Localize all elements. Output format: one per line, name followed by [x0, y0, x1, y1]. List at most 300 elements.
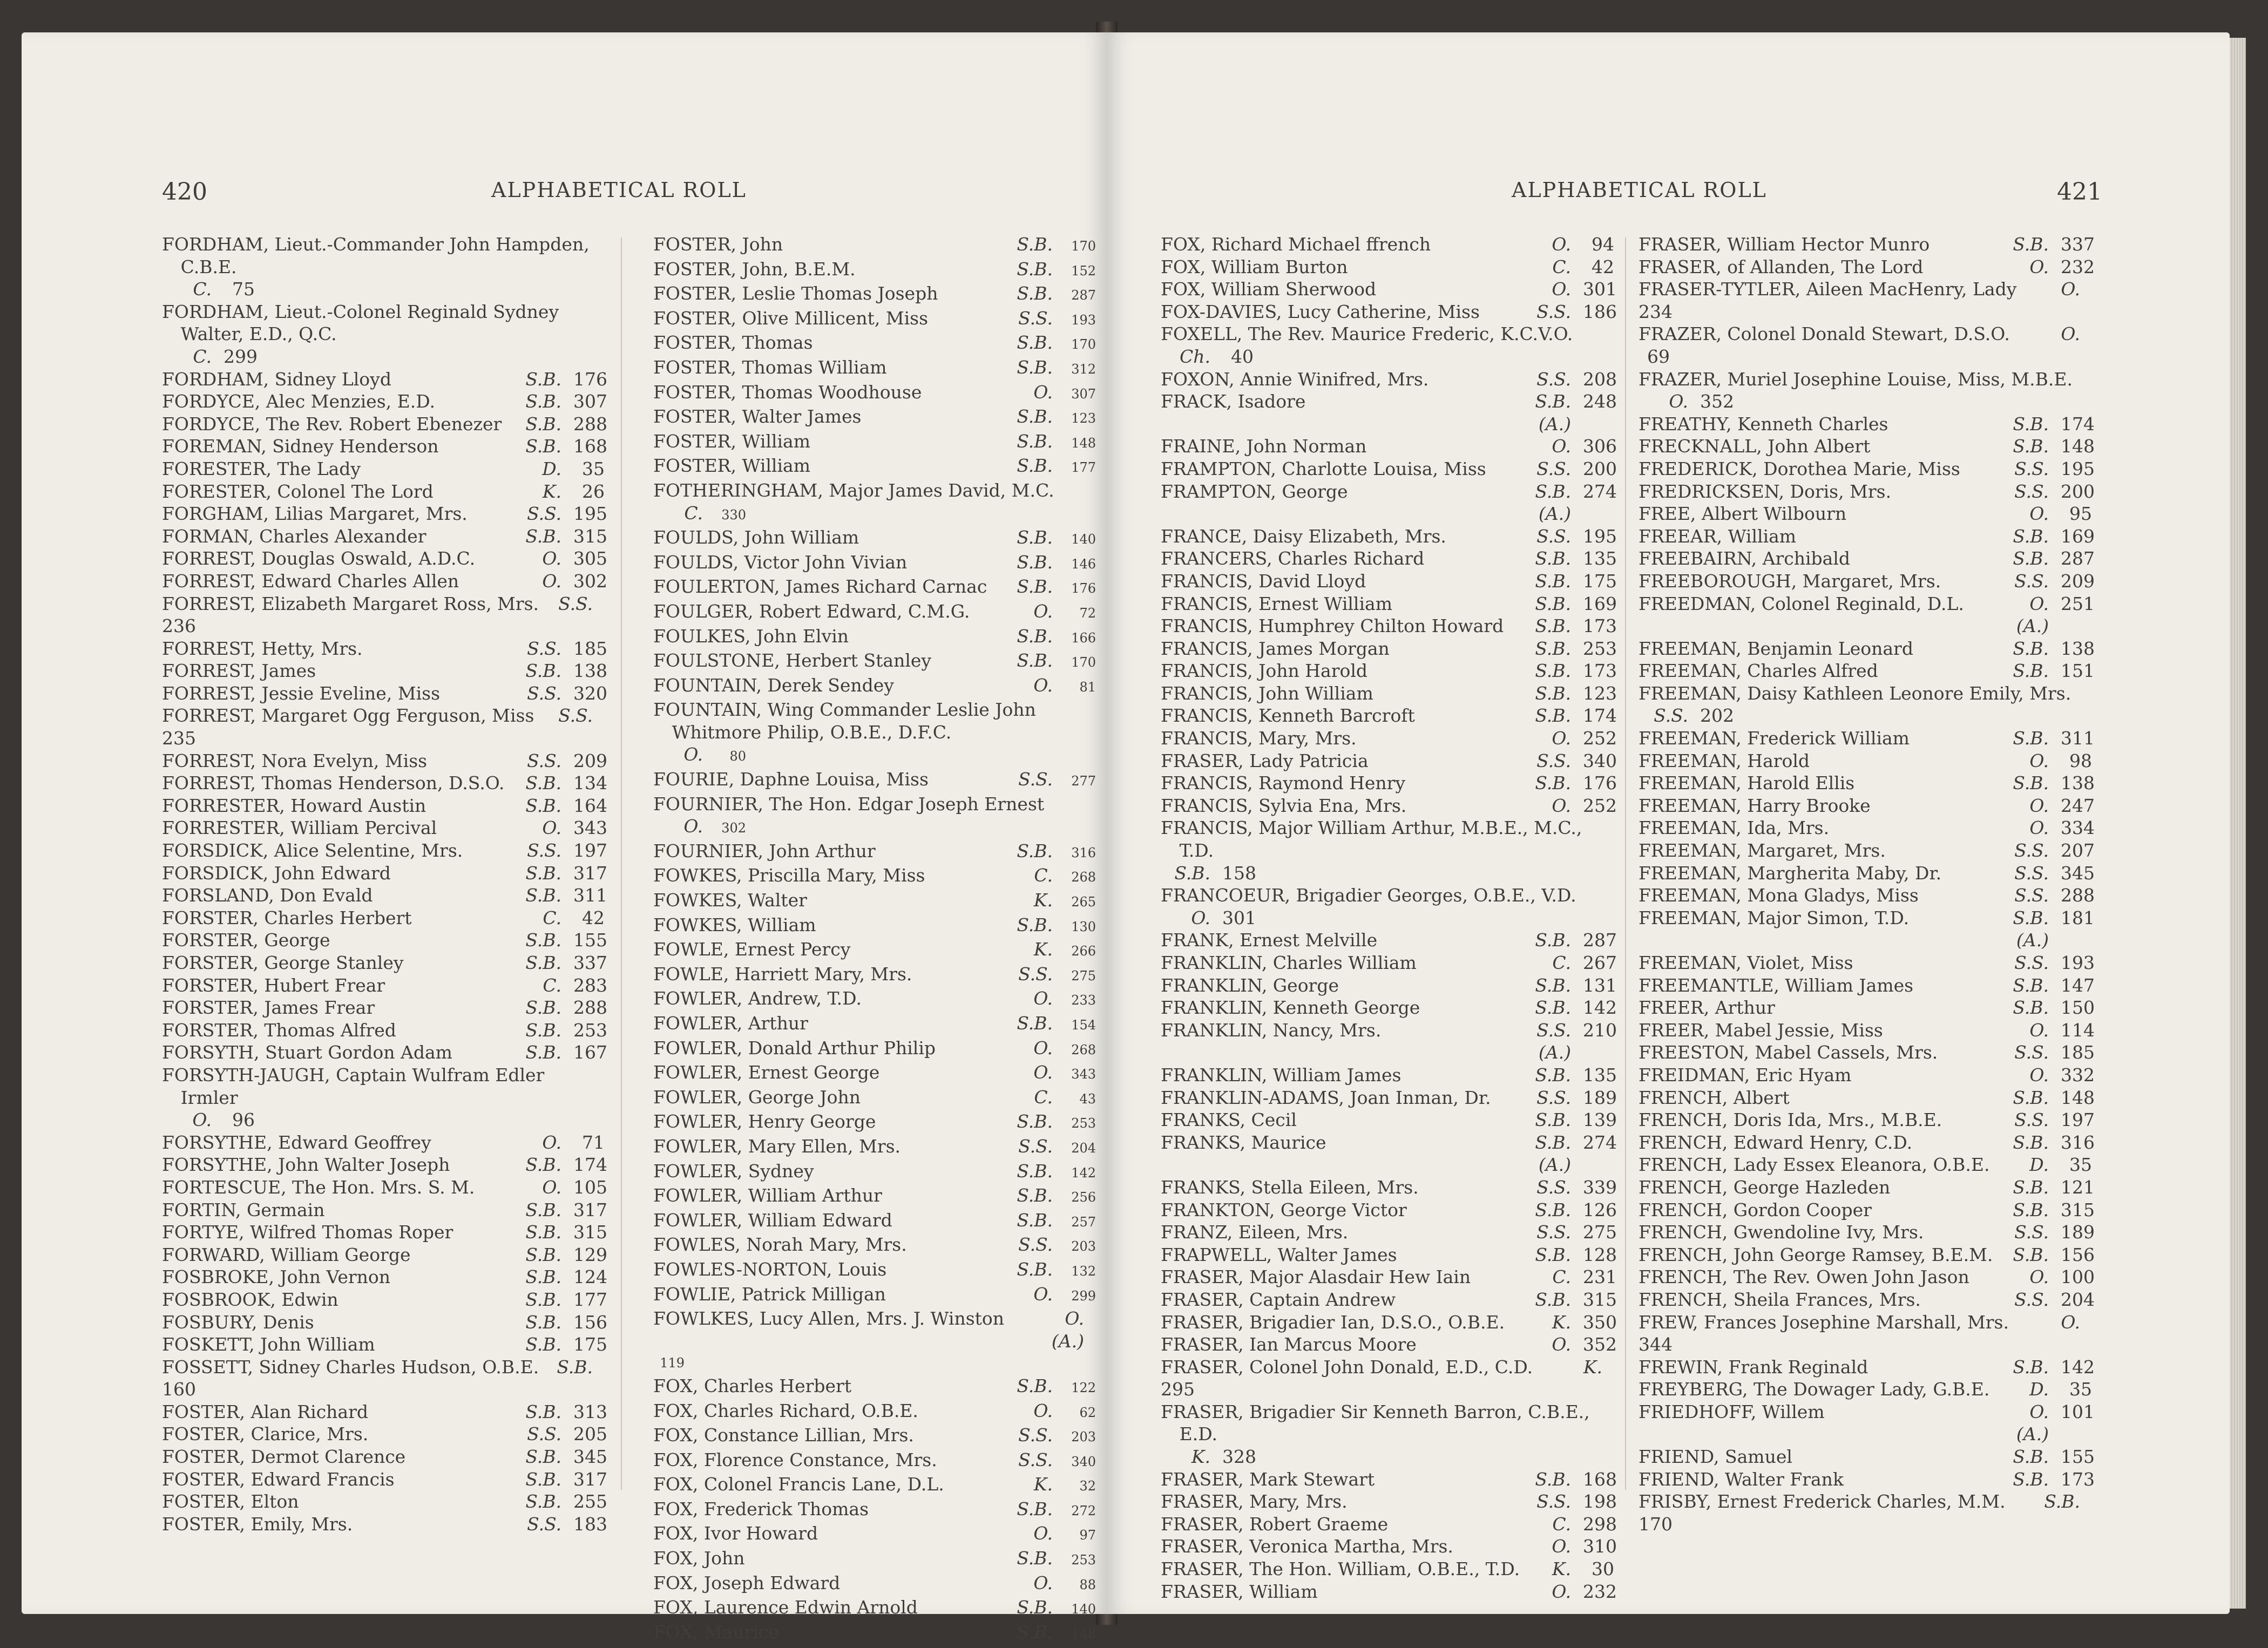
entry-class: S.B.	[2013, 548, 2049, 569]
entry-page: 169	[2061, 525, 2095, 547]
entry-class: S.B.	[525, 1311, 561, 1333]
roll-entry	[653, 430, 1096, 455]
entry-name: FRENCH, Albert	[1639, 1087, 1790, 1108]
roll-entry	[1639, 1041, 2095, 1064]
entry-page: 345	[2061, 862, 2095, 884]
entry-name: FOSTER, Thomas	[653, 332, 813, 354]
entry-class: S.S.	[2014, 840, 2049, 862]
entry-name: FOWLER, Sydney	[653, 1160, 814, 1182]
entry-class: S.B.	[2013, 1087, 2049, 1108]
entry-class: S.S.	[2014, 458, 2049, 479]
entry-page: 30	[1592, 1558, 1614, 1580]
entry-name: FORRESTER, Howard Austin	[162, 795, 426, 816]
entry-class: S.S.	[1536, 1087, 1571, 1108]
entry-class: S.B.	[1017, 1258, 1053, 1280]
entry-class: S.B.	[1535, 930, 1571, 951]
entry-class: O.	[1033, 600, 1053, 622]
entry-page: 302	[573, 570, 607, 592]
entry-page: 122	[1071, 1380, 1096, 1395]
entry-page: 126	[1583, 1199, 1617, 1220]
entry-page: 247	[2061, 795, 2095, 816]
roll-entry	[653, 1061, 1096, 1086]
entry-class: S.B.	[525, 1491, 561, 1513]
entry-name: FORTESCUE, The Hon. Mrs. S. M.	[162, 1176, 475, 1198]
roll-entry	[1161, 1311, 1617, 1334]
entry-page: 352	[1700, 391, 1734, 412]
roll-entry	[1161, 615, 1617, 638]
entry-class: O.	[542, 1176, 561, 1198]
entry-class: S.B.	[525, 930, 561, 951]
entry-page: 268	[1071, 1042, 1096, 1057]
entry-class: S.B.	[557, 1356, 593, 1378]
entry-class: O.	[2061, 1311, 2080, 1333]
entry-page: 315	[1583, 1288, 1617, 1310]
entry-class: S.B.	[1174, 862, 1210, 884]
roll-entry	[162, 1401, 605, 1423]
roll-entry	[653, 1572, 1096, 1597]
roll-entry	[1161, 727, 1617, 750]
entry-page: 198	[1583, 1491, 1617, 1513]
entry-name: FOWLIE, Patrick Milligan	[653, 1283, 886, 1305]
entry-name: FREEBAIRN, Archibald	[1639, 548, 1851, 569]
entry-page: 95	[2069, 503, 2092, 525]
entry-page: 128	[1583, 1244, 1617, 1265]
roll-entry	[1639, 1019, 2095, 1042]
entry-class: S.B.	[2013, 1131, 2049, 1153]
entry-class: S.B.	[1017, 430, 1053, 452]
entry-page: 160	[162, 1379, 196, 1400]
right-page	[1107, 32, 2230, 1614]
entry-class: S.B.	[525, 1222, 561, 1243]
entry-page: 100	[2061, 1266, 2095, 1288]
entry-name: FREEMAN, Mona Gladys, Miss	[1639, 885, 1919, 906]
entry-page: 174	[1583, 705, 1617, 727]
roll-entry	[1639, 1288, 2095, 1311]
roll-entry	[162, 884, 605, 907]
entry-name: FRANCIS, John William	[1161, 682, 1373, 704]
roll-entry	[162, 1019, 605, 1042]
entry-class: S.S.	[527, 840, 561, 862]
entry-name: FRANKLIN, Charles William	[1161, 952, 1417, 973]
roll-entry	[653, 864, 1096, 889]
entry-name: FORDYCE, Alec Menzies, E.D.	[162, 391, 435, 412]
entry-page: 272	[1071, 1503, 1096, 1518]
entry-name: FORTYE, Wilfred Thomas Roper	[162, 1222, 453, 1243]
roll-entry	[653, 1400, 1096, 1425]
entry-name: FRASER, William	[1161, 1581, 1318, 1602]
entry-page: 315	[2061, 1199, 2095, 1220]
entry-page: 94	[1592, 234, 1614, 255]
entry-class: S.B.	[1017, 1548, 1053, 1569]
roll-entry	[1639, 1266, 2095, 1288]
entry-class: S.B.	[2013, 1468, 2049, 1490]
entry-page: 200	[1583, 458, 1617, 479]
entry-name: FREEMAN, Frederick William	[1639, 728, 1910, 749]
entry-name: FRANCIS, Raymond Henry	[1161, 772, 1406, 794]
roll-entry	[1639, 682, 2092, 727]
entry-name: FOX, John	[653, 1548, 745, 1569]
entry-name: FOSTER, Dermot Clarence	[162, 1446, 406, 1468]
entry-page: 232	[1583, 1581, 1617, 1602]
roll-entry	[653, 233, 1096, 258]
entry-class: S.B.	[1017, 356, 1053, 378]
entry-class: S.S.	[2014, 1109, 2049, 1131]
entry-page: 156	[2061, 1244, 2095, 1265]
entry-name: FORRESTER, William Percival	[162, 817, 437, 839]
roll-entry	[653, 938, 1096, 963]
entry-name: FORSYTHE, John Walter Joseph	[162, 1154, 450, 1176]
entry-page: 288	[573, 413, 607, 435]
entry-name: FOX, Maurice	[653, 1621, 779, 1643]
roll-entry	[162, 974, 605, 997]
roll-entry	[653, 987, 1096, 1012]
roll-entry	[1639, 974, 2095, 997]
entry-class: S.B.	[1535, 1468, 1571, 1490]
entry-page: 174	[2061, 413, 2095, 435]
entry-class: C.	[543, 974, 561, 996]
entry-name: FRISBY, Ernest Frederick Charles, M.M.	[1639, 1491, 2006, 1513]
entry-class: C.	[1552, 952, 1571, 973]
roll-entry	[1639, 1176, 2095, 1199]
roll-entry	[162, 1244, 605, 1266]
roll-entry	[653, 963, 1096, 988]
entry-page: 340	[1583, 750, 1617, 771]
entry-class: S.B.	[2013, 728, 2049, 749]
entry-name: FREEDMAN, Colonel Reginald, D.L.	[1639, 593, 1964, 614]
entry-page: 135	[1583, 548, 1617, 569]
entry-name: FOSTER, William	[653, 455, 811, 477]
entry-name: FOWLER, Mary Ellen, Mrs.	[653, 1135, 901, 1157]
entry-name: FOSBURY, Denis	[162, 1311, 314, 1333]
roll-entry	[653, 1424, 1096, 1449]
entry-class: S.S.	[1018, 1234, 1053, 1256]
entry-page: 26	[582, 480, 605, 502]
entry-class: S.S.	[2014, 885, 2049, 906]
roll-entry	[653, 356, 1096, 381]
roll-entry	[1161, 1176, 1617, 1199]
entry-name: FORSLAND, Don Evald	[162, 885, 373, 906]
entry-class: S.S.	[1536, 1222, 1571, 1243]
entry-name: FOX, Richard Michael ffrench	[1161, 234, 1431, 255]
entry-name: FRANCIS, John Harold	[1161, 660, 1368, 682]
entry-name: FORREST, Nora Evelyn, Miss	[162, 750, 428, 771]
entry-page: 253	[1071, 1116, 1096, 1131]
entry-page: 183	[573, 1513, 607, 1535]
entry-name: FRASER, Mary, Mrs.	[1161, 1491, 1348, 1513]
roll-entry	[1639, 323, 2092, 368]
column-3	[1161, 233, 1617, 1603]
entry-name: FOULGER, Robert Edward, C.M.G.	[653, 600, 970, 622]
entry-class: O.	[2029, 1064, 2049, 1086]
entry-name: FORREST, Thomas Henderson, D.S.O.	[162, 772, 505, 794]
roll-entry	[162, 1356, 605, 1401]
roll-entry	[1639, 839, 2095, 862]
roll-entry	[162, 480, 605, 503]
entry-class: K.	[1033, 890, 1053, 911]
roll-entry	[1161, 1199, 1617, 1222]
roll-entry	[653, 1258, 1096, 1283]
entry-name: FOX, Charles Richard, O.B.E.	[653, 1400, 918, 1421]
entry-page: 195	[573, 503, 607, 525]
entry-page: 105	[573, 1176, 607, 1198]
roll-entry	[1639, 1154, 2092, 1176]
entry-name: FOWLE, Harriett Mary, Mrs.	[653, 963, 912, 985]
entry-name: FRANCERS, Charles Richard	[1161, 548, 1425, 569]
roll-entry	[162, 525, 605, 548]
entry-page: 343	[573, 817, 607, 839]
entry-page: 156	[573, 1311, 607, 1333]
entry-name: FREESTON, Mabel Cassels, Mrs.	[1639, 1042, 1938, 1063]
entry-name: FREEMAN, Major Simon, T.D.	[1639, 907, 1910, 928]
entry-page: 317	[573, 1468, 607, 1490]
entry-name: FOSSETT, Sidney Charles Hudson, O.B.E.	[162, 1356, 539, 1378]
roll-entry	[1639, 503, 2092, 525]
entry-page: 233	[1071, 993, 1096, 1008]
entry-page: 235	[162, 728, 196, 749]
roll-entry	[1639, 233, 2095, 256]
entry-name: FRENCH, Lady Essex Eleanora, O.B.E.	[1639, 1154, 1990, 1176]
roll-entry	[653, 575, 1096, 600]
entry-name: FRASER, Brigadier Sir Kenneth Barron, C.B.E., E.D.	[1161, 1401, 1590, 1445]
entry-name: FOSTER, Edward Francis	[162, 1468, 395, 1490]
entry-class: S.B.	[1017, 1498, 1053, 1520]
roll-entry	[1161, 884, 1614, 929]
entry-class: O.	[1033, 988, 1053, 1009]
entry-page: 307	[1071, 386, 1096, 402]
roll-entry	[1161, 1109, 1617, 1131]
entry-class: O.	[542, 570, 561, 592]
entry-page: 275	[1071, 968, 1096, 984]
entry-page: 189	[1583, 1087, 1617, 1108]
entry-class: S.B.	[525, 1154, 561, 1176]
entry-name: FOSTER, Alan Richard	[162, 1401, 368, 1422]
left-running-head: ALPHABETICAL ROLL	[491, 178, 747, 202]
entry-class: S.B.	[1535, 682, 1571, 704]
entry-name: FOULKES, John Elvin	[653, 625, 849, 647]
entry-name: FOSTER, John, B.E.M.	[653, 258, 856, 280]
roll-entry	[162, 570, 605, 593]
entry-class: S.B.	[2013, 974, 2049, 996]
entry-class: S.B.	[1017, 527, 1053, 548]
entry-class: S.B.	[1017, 406, 1053, 428]
entry-class: S.B.	[1017, 576, 1053, 598]
roll-entry	[162, 368, 605, 391]
roll-entry	[1161, 750, 1617, 772]
entry-page: 352	[1583, 1334, 1617, 1355]
entry-page: 168	[1583, 1468, 1617, 1490]
roll-entry	[1161, 1581, 1617, 1603]
entry-class: S.B.	[2013, 1244, 2049, 1265]
entry-class: S.B.	[1535, 638, 1571, 659]
entry-class: O.	[2029, 256, 2049, 277]
roll-entry	[1639, 727, 2095, 750]
entry-page: 350	[1583, 1311, 1617, 1333]
entry-name: FRECKNALL, John Albert	[1639, 436, 1871, 457]
roll-entry	[1639, 480, 2095, 503]
roll-entry	[1639, 278, 2092, 323]
entry-page: 287	[1071, 288, 1096, 303]
entry-page: 307	[573, 391, 607, 412]
roll-entry	[1639, 772, 2095, 795]
entry-name: FRANCIS, Mary, Mrs.	[1161, 728, 1357, 749]
entry-name: FREYBERG, The Dowager Lady, G.B.E.	[1639, 1379, 1990, 1400]
entry-name: FORSTER, Thomas Alfred	[162, 1019, 396, 1041]
entry-page: 231	[1583, 1266, 1617, 1288]
entry-page: 114	[2061, 1019, 2095, 1041]
entry-page: 124	[573, 1266, 607, 1288]
roll-entry	[162, 862, 605, 885]
entry-page: 170	[1071, 239, 1096, 254]
roll-entry	[1161, 301, 1617, 323]
entry-page: 232	[2061, 256, 2095, 277]
entry-class: S.B.	[1017, 840, 1053, 862]
roll-entry	[162, 660, 605, 682]
roll-entry	[1161, 480, 1617, 525]
roll-entry	[1639, 817, 2095, 839]
entry-page: 155	[573, 930, 607, 951]
entry-page: 173	[1583, 615, 1617, 637]
roll-entry	[1639, 413, 2095, 436]
roll-entry	[162, 1423, 605, 1446]
entry-class: S.B.	[1535, 1064, 1571, 1086]
entry-name: FORREST, James	[162, 660, 316, 682]
entry-name: FRASER, Ian Marcus Moore	[1161, 1334, 1417, 1355]
entry-name: FRENCH, The Rev. Owen John Jason	[1639, 1266, 1969, 1288]
entry-class: S.B.	[525, 885, 561, 906]
entry-page: 138	[573, 660, 607, 682]
entry-page: 134	[573, 772, 607, 794]
entry-page: 197	[573, 840, 607, 862]
roll-entry	[162, 704, 605, 749]
roll-entry	[653, 1086, 1096, 1111]
roll-entry	[653, 840, 1096, 865]
entry-name: FOSBROKE, John Vernon	[162, 1266, 391, 1288]
entry-name: FRANCIS, David Lloyd	[1161, 570, 1366, 592]
roll-entry	[1639, 458, 2095, 480]
entry-name: FOWLES, Norah Mary, Mrs.	[653, 1234, 907, 1256]
roll-entry	[653, 649, 1096, 674]
entry-name: FORSYTHE, Edward Geoffrey	[162, 1131, 431, 1153]
entry-page: 339	[1583, 1176, 1617, 1198]
entry-page: 185	[573, 638, 607, 659]
entry-page: 40	[1231, 345, 1254, 367]
entry-page: 170	[1071, 655, 1096, 670]
roll-entry	[1639, 1199, 2095, 1222]
entry-class: S.B.	[2013, 1176, 2049, 1198]
roll-entry	[1161, 1131, 1617, 1176]
entry-class: S.S.	[1018, 769, 1053, 790]
roll-entry	[162, 1266, 605, 1288]
entry-name: FRANCIS, Ernest William	[1161, 593, 1392, 614]
entry-name: FREEMAN, Margaret, Mrs.	[1639, 840, 1886, 862]
entry-page: 288	[2061, 885, 2095, 906]
entry-class: S.B.	[2013, 660, 2049, 682]
entry-class: S.B.	[525, 660, 561, 682]
roll-entry	[1161, 817, 1614, 884]
entry-class: K.	[1552, 1311, 1571, 1333]
entry-name: FRIEND, Samuel	[1639, 1446, 1792, 1468]
entry-class: S.S.	[1018, 1425, 1053, 1446]
entry-class: S.S.	[1536, 1176, 1571, 1198]
roll-entry	[653, 1375, 1096, 1400]
entry-class: S.B.	[1017, 551, 1053, 573]
entry-name: FRENCH, Edward Henry, C.D.	[1639, 1131, 1913, 1153]
entry-name: FORREST, Hetty, Mrs.	[162, 638, 363, 659]
entry-class: S.B.	[525, 1199, 561, 1220]
entry-class: D.	[2029, 1154, 2049, 1176]
entry-name: FREEMAN, Benjamin Leonard	[1639, 638, 1913, 659]
roll-entry	[653, 698, 1096, 768]
entry-class: S.B.	[1017, 1111, 1053, 1132]
entry-name: FOX, Frederick Thomas	[653, 1498, 869, 1520]
roll-entry	[653, 793, 1096, 840]
roll-entry	[1639, 1311, 2092, 1356]
entry-class: O.	[1552, 279, 1571, 300]
entry-class: S.B.	[2013, 1356, 2049, 1378]
entry-name: FREDERICK, Dorothea Marie, Miss	[1639, 458, 1960, 479]
entry-page: 185	[2061, 1042, 2095, 1063]
entry-class: S.B.	[1017, 1375, 1053, 1396]
roll-entry	[653, 455, 1096, 479]
entry-name: FREW, Frances Josephine Marshall, Mrs.	[1639, 1311, 2009, 1333]
entry-name: FOSTER, Clarice, Mrs.	[162, 1423, 369, 1445]
entry-page: 209	[573, 750, 607, 771]
roll-entry	[162, 1513, 605, 1536]
entry-class: S.S.	[1018, 307, 1053, 329]
entry-class: C.	[543, 907, 561, 928]
entry-class: K.	[1191, 1446, 1210, 1468]
entry-name: FOTHERINGHAM, Major James David, M.C.	[653, 479, 1054, 501]
entry-page: 43	[1079, 1091, 1096, 1107]
roll-entry	[1161, 570, 1617, 593]
roll-entry	[653, 1449, 1096, 1474]
entry-page: 344	[1639, 1334, 1673, 1355]
entry-name: FRENCH, Doris Ida, Mrs., M.B.E.	[1639, 1109, 1942, 1131]
entry-name: FORSTER, Hubert Frear	[162, 974, 385, 996]
entry-class: S.B.	[525, 1446, 561, 1468]
roll-entry	[1639, 570, 2095, 593]
entry-name: FORDYCE, The Rev. Robert Ebenezer	[162, 413, 502, 435]
entry-page: 253	[1071, 1552, 1096, 1568]
entry-class: S.B.	[525, 1266, 561, 1288]
roll-entry	[162, 390, 605, 413]
roll-entry	[162, 750, 605, 772]
entry-name: FOX, William Burton	[1161, 256, 1348, 277]
roll-entry	[653, 307, 1096, 332]
entry-page: 317	[573, 862, 607, 884]
roll-entry	[653, 1209, 1096, 1234]
roll-entry	[1161, 1558, 1614, 1581]
entry-name: FOURIE, Daphne Louisa, Miss	[653, 769, 929, 790]
entry-page: 266	[1071, 944, 1096, 959]
entry-class: S.S.	[1018, 963, 1053, 985]
entry-page: 75	[232, 279, 255, 300]
entry-class: S.B.	[1017, 1621, 1053, 1643]
entry-class: K.	[542, 480, 561, 502]
entry-class: S.B.	[1017, 332, 1053, 354]
entry-class: D.	[2029, 1379, 2049, 1400]
entry-name: FOWKES, William	[653, 914, 816, 935]
entry-page: 299	[1071, 1288, 1096, 1304]
roll-entry	[162, 1154, 605, 1176]
entry-class: O.	[1033, 1283, 1053, 1305]
roll-entry	[1639, 1401, 2095, 1446]
entry-page: 209	[2061, 570, 2095, 592]
entry-name: FOWLKES, Lucy Allen, Mrs. J. Winston	[653, 1308, 1005, 1330]
entry-class: S.B.	[1535, 593, 1571, 614]
entry-page: 277	[1071, 774, 1096, 789]
entry-page: 328	[1222, 1446, 1256, 1468]
